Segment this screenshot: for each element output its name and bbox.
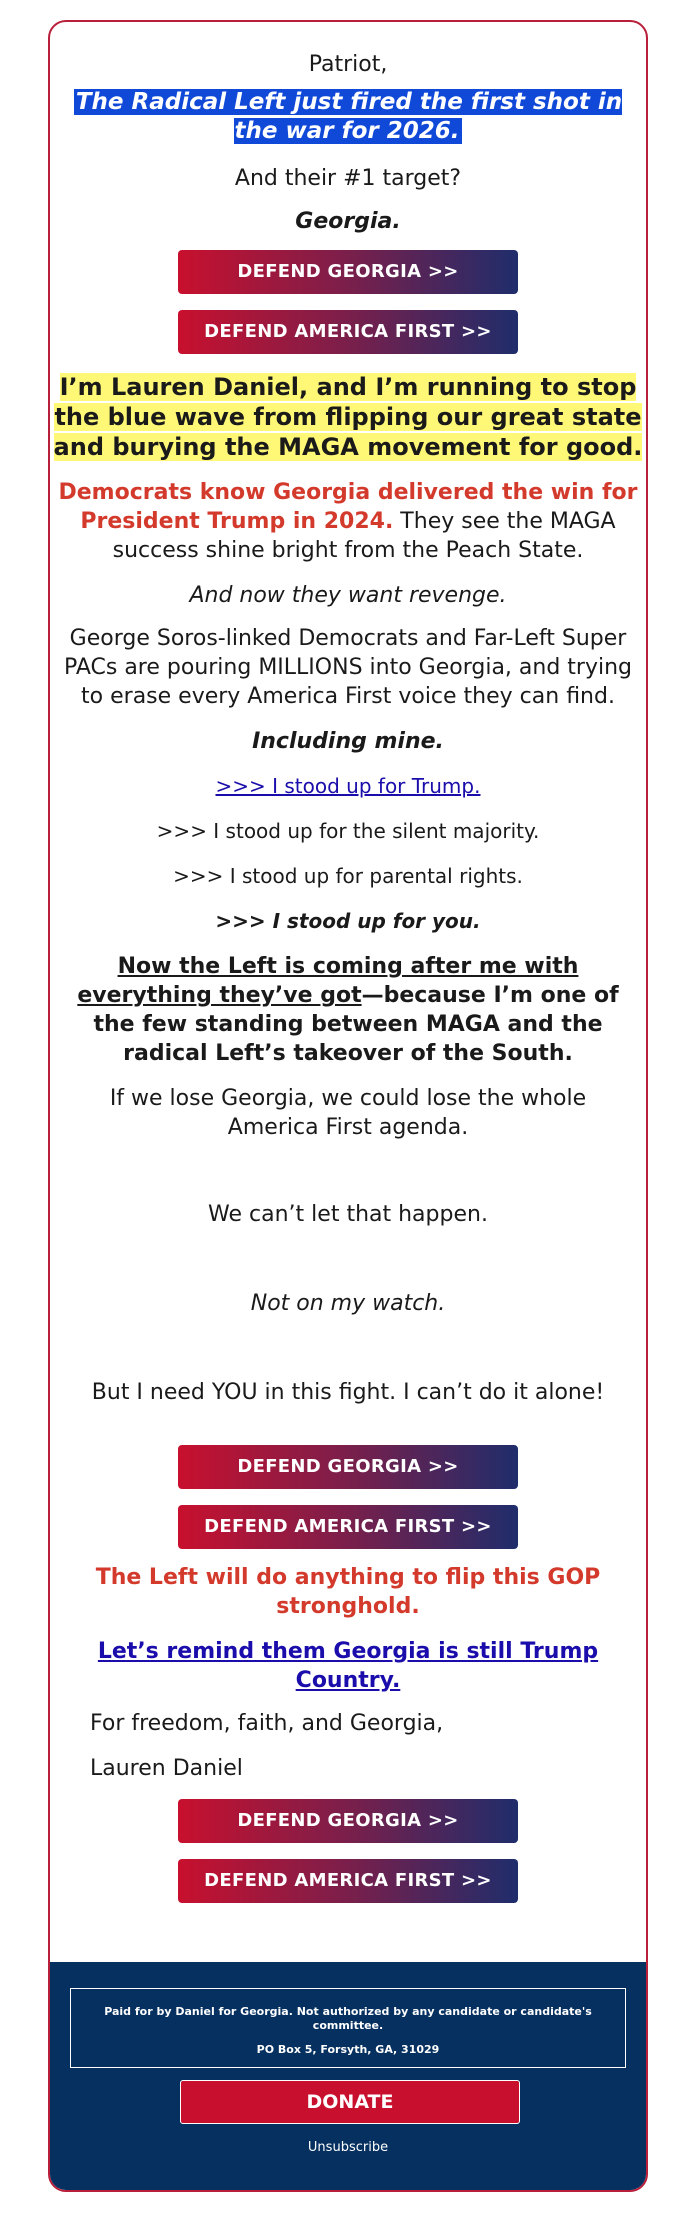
flip-gop-line: The Left will do anything to flip this GOP stronghold. xyxy=(95,1565,601,1619)
defend-georgia-button-3[interactable]: DEFEND GEORGIA >> xyxy=(178,1799,518,1843)
coming-underlined-text: Now the Left is coming after me with everything they’ve got xyxy=(77,954,579,1008)
soros-paragraph: George Soros-linked Democrats and Far-Left Super PACs are pouring MILLIONS into Georgia, and trying to erase every America First voice they can find. xyxy=(63,626,632,709)
stood-parental-line: >>> I stood up for parental rights. xyxy=(173,864,523,888)
revenge-line: And now they want revenge. xyxy=(189,583,507,608)
defend-america-first-button-2[interactable]: DEFEND AMERICA FIRST >> xyxy=(178,1505,518,1549)
headline xyxy=(64,88,632,146)
target-answer: Georgia. xyxy=(295,209,401,234)
lose-georgia-paragraph: If we lose Georgia, we could lose the whole America First agenda. xyxy=(109,1086,587,1140)
defend-georgia-button-2[interactable]: DEFEND GEORGIA >> xyxy=(178,1445,518,1489)
democrats-paragraph xyxy=(53,478,643,565)
defend-georgia-button[interactable]: DEFEND GEORGIA >> xyxy=(178,250,518,294)
footer xyxy=(50,1962,646,2190)
paid-for-text: Paid for by Daniel for Georgia. Not authorized by any candidate or candidate's committee. xyxy=(104,2005,592,2032)
disclaimer-box xyxy=(70,1988,626,2068)
cant-let-line: We can’t let that happen. xyxy=(208,1202,488,1227)
need-you-line: But I need YOU in this fight. I can’t do it alone! xyxy=(91,1380,605,1405)
defend-america-first-button-3[interactable]: DEFEND AMERICA FIRST >> xyxy=(178,1859,518,1903)
coming-paragraph xyxy=(53,952,643,1068)
democrats-rest-text: They see the MAGA success shine bright from the Peach State. xyxy=(112,509,616,563)
signoff: For freedom, faith, and Georgia, xyxy=(90,1711,444,1736)
donate-button[interactable]: DONATE xyxy=(180,2080,520,2124)
address-text: PO Box 5, Forsyth, GA, 31029 xyxy=(256,2043,440,2056)
headline-text: The Radical Left just fired the first shot in the war for 2026. xyxy=(75,89,623,144)
including-line: Including mine. xyxy=(252,729,444,754)
email-card xyxy=(48,20,648,2192)
signature: Lauren Daniel xyxy=(90,1756,243,1781)
coming-rest-text: —because I’m one of the few standing between MAGA and the radical Left’s takeover of the South. xyxy=(93,983,619,1066)
stood-silent-line: >>> I stood up for the silent majority. xyxy=(156,819,540,843)
intro-paragraph xyxy=(53,372,643,462)
remind-line xyxy=(68,1637,628,1695)
unsubscribe-link[interactable]: Unsubscribe xyxy=(307,2140,389,2155)
email-body xyxy=(50,22,646,1903)
remind-link[interactable]: Let’s remind them Georgia is still Trump Country. xyxy=(97,1639,599,1693)
stood-you-line: >>> I stood up for you. xyxy=(215,909,481,933)
stood-trump-link[interactable]: >>> I stood up for Trump. xyxy=(215,774,481,798)
greeting: Patriot, xyxy=(308,52,388,77)
democrats-red-text: Democrats know Georgia delivered the win for President Trump in 2024. xyxy=(58,480,638,534)
stood-trump-line xyxy=(50,772,646,801)
not-watch-line: Not on my watch. xyxy=(250,1291,446,1316)
intro-highlight: I’m Lauren Daniel, and I’m running to stop the blue wave from flipping our great state and burying the MAGA movement for good. xyxy=(53,373,643,461)
target-question: And their #1 target? xyxy=(234,166,462,191)
defend-america-first-button[interactable]: DEFEND AMERICA FIRST >> xyxy=(178,310,518,354)
